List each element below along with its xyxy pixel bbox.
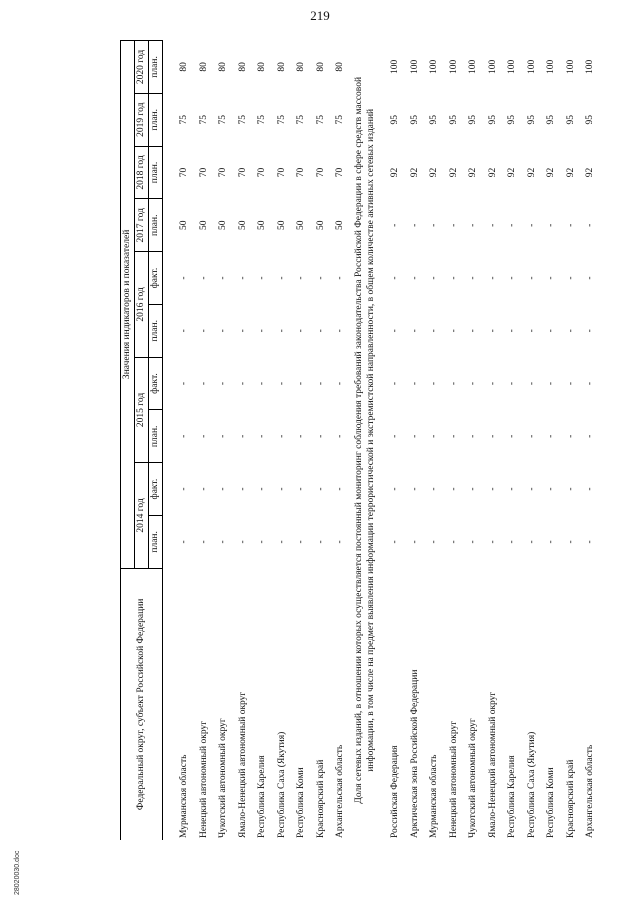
plan-fact-header: факт. <box>148 463 162 516</box>
indicator-value: - <box>390 540 401 544</box>
indicator-value: 50 <box>237 220 248 231</box>
indicator-value: - <box>335 487 346 491</box>
indicator-value: - <box>507 540 518 544</box>
indicator-value: - <box>390 381 401 386</box>
indicator-value: - <box>218 487 229 491</box>
indicator-value: - <box>296 276 307 280</box>
indicator-value: - <box>585 223 596 227</box>
subject-name: Архангельская область <box>335 744 346 838</box>
indicator-value: - <box>276 329 287 333</box>
year-header: 2014 год <box>134 463 148 569</box>
indicator-value: 75 <box>296 114 307 125</box>
indicator-value: 100 <box>390 59 401 75</box>
subject-name: Республика Карелия <box>507 755 518 838</box>
indicator-value: - <box>507 223 518 227</box>
indicator-value: - <box>237 487 248 491</box>
table-row <box>445 41 465 841</box>
table-row <box>386 41 406 841</box>
indicator-value: - <box>390 487 401 491</box>
indicator-value: - <box>296 329 307 333</box>
indicator-value: 70 <box>335 167 346 178</box>
indicator-value: - <box>315 276 326 280</box>
table-header <box>121 41 163 841</box>
indicator-value: - <box>218 540 229 544</box>
indicator-value: 75 <box>179 114 190 125</box>
indicator-value: - <box>526 223 537 227</box>
plan-fact-header: план. <box>148 304 162 357</box>
indicator-value: 80 <box>179 62 190 72</box>
indicator-value: 50 <box>335 220 346 231</box>
indicator-value: - <box>448 487 459 491</box>
table-row <box>175 41 195 841</box>
indicator-value: - <box>315 540 326 544</box>
plan-fact-header: факт. <box>148 357 162 410</box>
indicator-value: - <box>237 540 248 544</box>
subject-name: Ненецкий автономный округ <box>448 720 459 838</box>
subject-name: Мурманская область <box>429 754 440 838</box>
plan-fact-header: план. <box>148 410 162 463</box>
table-row <box>406 41 426 841</box>
indicator-value: 100 <box>585 59 596 75</box>
indicator-value: 70 <box>315 167 326 178</box>
indicator-value: 75 <box>276 114 287 125</box>
indicator-value: - <box>296 381 307 386</box>
indicator-value: - <box>526 276 537 280</box>
table-row <box>253 41 273 841</box>
indicator-value: - <box>448 540 459 544</box>
indicator-value: - <box>390 434 401 438</box>
plan-fact-header: план. <box>148 41 162 94</box>
indicator-value: 80 <box>296 62 307 72</box>
indicator-value: - <box>276 434 287 438</box>
indicators-header: Значения индикаторов и показателей <box>121 41 135 569</box>
indicator-value: - <box>409 223 420 227</box>
indicator-value: - <box>179 276 190 280</box>
indicator-value: - <box>448 223 459 227</box>
table-row <box>523 41 543 841</box>
indicator-value: - <box>335 434 346 438</box>
indicator-value: - <box>487 434 498 438</box>
indicator-value: 95 <box>448 114 459 125</box>
indicator-value: - <box>409 540 420 544</box>
table-row <box>503 41 523 841</box>
indicator-value: - <box>429 540 440 544</box>
spacer-cell <box>162 41 175 841</box>
table-row <box>292 41 312 841</box>
subject-name: Российская Федерация <box>390 745 401 838</box>
subject-name: Архангельская область <box>585 744 596 838</box>
indicator-value: - <box>257 381 268 386</box>
table-row <box>562 41 582 841</box>
indicator-value: 50 <box>296 220 307 231</box>
indicator-value: - <box>546 434 557 438</box>
indicator-value: 100 <box>546 59 557 75</box>
indicator-value: 100 <box>526 59 537 75</box>
year-header: 2016 год <box>134 252 148 358</box>
indicator-value: - <box>585 487 596 491</box>
indicator-value: - <box>585 329 596 333</box>
indicator-value: 95 <box>487 114 498 125</box>
indicator-value: - <box>487 381 498 386</box>
table-row <box>581 41 601 841</box>
indicator-value: - <box>218 434 229 438</box>
subject-column-header: Федеральный округ, субъект Российской Федерации <box>121 568 163 840</box>
indicator-value: 95 <box>565 114 576 125</box>
indicator-value: - <box>296 487 307 491</box>
indicator-value: 70 <box>179 167 190 178</box>
indicator-value: - <box>565 223 576 227</box>
indicator-value: - <box>429 487 440 491</box>
indicator-value: - <box>179 434 190 438</box>
indicator-value: 95 <box>526 114 537 125</box>
indicator-value: - <box>468 434 479 438</box>
indicator-value: - <box>468 381 479 386</box>
year-header: 2017 год <box>134 199 148 252</box>
table-row <box>233 41 253 841</box>
year-header: 2019 год <box>134 93 148 146</box>
indicator-value: - <box>409 276 420 280</box>
indicator-value: - <box>179 381 190 386</box>
subject-name: Мурманская область <box>179 754 190 838</box>
indicator-value: - <box>565 487 576 491</box>
indicator-value: - <box>585 434 596 438</box>
indicator-value: 70 <box>218 167 229 178</box>
indicator-value: - <box>429 276 440 280</box>
indicator-value: - <box>198 540 209 544</box>
plan-fact-header: факт. <box>148 252 162 305</box>
plan-fact-header: план. <box>148 146 162 199</box>
indicator-value: 92 <box>546 167 557 178</box>
indicator-value: - <box>218 381 229 386</box>
subject-name: Республика Саха (Якутия) <box>276 731 287 838</box>
indicator-value: 80 <box>276 62 287 72</box>
indicator-value: 100 <box>507 59 518 75</box>
indicator-value: - <box>546 223 557 227</box>
indicator-value: 75 <box>237 114 248 125</box>
table-row <box>464 41 484 841</box>
indicator-value: - <box>237 381 248 386</box>
section-title-row <box>350 41 386 841</box>
indicator-value: 95 <box>507 114 518 125</box>
indicator-value: 70 <box>237 167 248 178</box>
indicator-value: 95 <box>468 114 479 125</box>
year-header: 2015 год <box>134 357 148 463</box>
subject-name: Арктическая зона Российской Федерации <box>409 669 420 838</box>
indicator-value: - <box>198 276 209 280</box>
indicator-value: - <box>507 487 518 491</box>
table-row <box>272 41 292 841</box>
indicator-value: - <box>179 540 190 544</box>
indicator-value: - <box>237 434 248 438</box>
page-number: 219 <box>310 8 330 23</box>
indicator-value: 95 <box>409 114 420 125</box>
indicator-value: - <box>218 329 229 333</box>
indicator-value: 95 <box>390 114 401 125</box>
indicator-value: - <box>546 487 557 491</box>
indicator-value: - <box>315 487 326 491</box>
indicator-value: 95 <box>585 114 596 125</box>
table-row <box>331 41 351 841</box>
table-body <box>162 41 600 841</box>
indicator-value: - <box>390 276 401 280</box>
plan-fact-header: план. <box>148 515 162 568</box>
indicator-value: 95 <box>546 114 557 125</box>
indicator-value: 80 <box>198 62 209 72</box>
indicator-value: - <box>276 276 287 280</box>
indicator-value: - <box>198 329 209 333</box>
indicators-table <box>120 40 601 840</box>
indicator-value: - <box>198 381 209 386</box>
indicator-value: - <box>565 540 576 544</box>
indicator-value: - <box>257 434 268 438</box>
spacer-row <box>162 41 175 841</box>
indicator-value: - <box>296 540 307 544</box>
indicator-value: - <box>565 329 576 333</box>
indicator-value: 75 <box>218 114 229 125</box>
indicator-value: - <box>487 329 498 333</box>
indicator-value: 50 <box>257 220 268 231</box>
indicator-value: 100 <box>468 59 479 75</box>
indicator-value: 92 <box>565 167 576 178</box>
table-row <box>194 41 214 841</box>
indicator-value: - <box>429 434 440 438</box>
year-header: 2020 год <box>134 41 148 94</box>
indicator-value: 92 <box>468 167 479 178</box>
subject-name: Республика Карелия <box>257 755 268 838</box>
subject-name: Ненецкий автономный округ <box>198 720 209 838</box>
table-row <box>542 41 562 841</box>
plan-fact-header: план. <box>148 93 162 146</box>
indicator-value: 70 <box>257 167 268 178</box>
indicator-value: - <box>487 487 498 491</box>
indicator-value: - <box>526 329 537 333</box>
indicator-value: 70 <box>276 167 287 178</box>
indicator-value: - <box>257 329 268 333</box>
indicator-value: 50 <box>276 220 287 231</box>
indicator-value: - <box>257 540 268 544</box>
indicator-value: - <box>315 329 326 333</box>
indicator-value: - <box>237 329 248 333</box>
indicator-value: - <box>276 487 287 491</box>
plan-fact-header: план. <box>148 199 162 252</box>
indicator-value: - <box>296 434 307 438</box>
indicator-value: - <box>179 329 190 333</box>
indicator-value: - <box>448 381 459 386</box>
indicator-value: - <box>565 381 576 386</box>
indicator-value: - <box>276 540 287 544</box>
subject-name: Ямало-Ненецкий автономный округ <box>237 691 248 838</box>
indicator-value: 92 <box>526 167 537 178</box>
indicator-value: - <box>257 276 268 280</box>
indicator-value: - <box>507 329 518 333</box>
indicator-value: - <box>468 487 479 491</box>
indicator-value: - <box>507 434 518 438</box>
indicator-value: 75 <box>257 114 268 125</box>
indicator-value: - <box>218 276 229 280</box>
subject-name: Республика Коми <box>296 767 307 838</box>
indicator-value: - <box>409 329 420 333</box>
indicator-value: 75 <box>335 114 346 125</box>
table-row <box>425 41 445 841</box>
indicator-value: - <box>198 434 209 438</box>
table-row <box>214 41 234 841</box>
indicator-value: 100 <box>448 59 459 75</box>
indicator-value: 80 <box>218 62 229 72</box>
indicator-value: - <box>565 276 576 280</box>
indicator-value: - <box>237 276 248 280</box>
indicator-value: - <box>409 487 420 491</box>
indicator-value: 50 <box>179 220 190 231</box>
indicator-value: - <box>526 540 537 544</box>
indicator-value: - <box>335 540 346 544</box>
indicator-value: 92 <box>507 167 518 178</box>
table-row <box>484 41 504 841</box>
subject-name: Республика Саха (Якутия) <box>526 731 537 838</box>
indicator-value: 92 <box>429 167 440 178</box>
indicator-value: - <box>546 381 557 386</box>
indicator-value: - <box>468 329 479 333</box>
indicator-value: - <box>335 329 346 333</box>
indicator-value: - <box>448 434 459 438</box>
indicator-value: 80 <box>315 62 326 72</box>
indicator-value: - <box>546 276 557 280</box>
indicator-value: 75 <box>198 114 209 125</box>
indicator-value: - <box>448 276 459 280</box>
subject-name: Красноярский край <box>565 759 576 838</box>
indicator-value: - <box>429 329 440 333</box>
indicator-value: 100 <box>429 59 440 75</box>
indicator-value: 50 <box>218 220 229 231</box>
subject-name: Республика Коми <box>546 767 557 838</box>
indicator-value: - <box>448 329 459 333</box>
indicator-value: - <box>487 540 498 544</box>
indicator-value: - <box>390 223 401 227</box>
indicator-value: 80 <box>237 62 248 72</box>
year-header: 2018 год <box>134 146 148 199</box>
subject-name: Красноярский край <box>315 759 326 838</box>
indicator-value: 92 <box>409 167 420 178</box>
indicator-value: - <box>487 223 498 227</box>
indicator-value: 50 <box>315 220 326 231</box>
indicator-value: 92 <box>585 167 596 178</box>
indicator-value: - <box>585 540 596 544</box>
indicator-value: - <box>468 540 479 544</box>
indicator-value: - <box>409 381 420 386</box>
indicator-value: - <box>315 381 326 386</box>
indicator-value: - <box>585 381 596 386</box>
indicator-value: 50 <box>198 220 209 231</box>
indicator-value: - <box>526 487 537 491</box>
indicator-value: 100 <box>409 59 420 75</box>
indicator-value: 95 <box>429 114 440 125</box>
indicator-value: - <box>390 329 401 333</box>
indicator-value: 100 <box>487 59 498 75</box>
indicator-value: - <box>526 434 537 438</box>
table-row <box>311 41 331 841</box>
indicator-value: - <box>468 276 479 280</box>
indicator-value: 80 <box>257 62 268 72</box>
doc-filename: 28020030.doc <box>14 850 21 895</box>
indicator-value: - <box>507 276 518 280</box>
indicator-value: - <box>546 540 557 544</box>
indicator-value: - <box>526 381 537 386</box>
indicator-value: - <box>276 381 287 386</box>
indicator-value: - <box>507 381 518 386</box>
subject-name: Чукотский автономный округ <box>218 718 229 838</box>
indicator-value: - <box>429 381 440 386</box>
indicator-value: 92 <box>390 167 401 178</box>
indicator-value: 70 <box>198 167 209 178</box>
indicator-value: - <box>429 223 440 227</box>
indicator-value: - <box>487 276 498 280</box>
indicator-value: - <box>585 276 596 280</box>
subject-name: Ямало-Ненецкий автономный округ <box>487 691 498 838</box>
indicators-table-sheet <box>120 40 610 840</box>
indicator-value: 92 <box>448 167 459 178</box>
indicator-value: 100 <box>565 59 576 75</box>
indicator-value: 70 <box>296 167 307 178</box>
subject-name: Чукотский автономный округ <box>468 718 479 838</box>
indicator-value: - <box>468 223 479 227</box>
indicator-value: - <box>315 434 326 438</box>
indicator-value: 92 <box>487 167 498 178</box>
indicator-value: 80 <box>335 62 346 72</box>
indicator-value: - <box>335 381 346 386</box>
indicator-value: - <box>198 487 209 491</box>
indicator-value: - <box>546 329 557 333</box>
indicator-value: - <box>179 487 190 491</box>
indicator-value: - <box>335 276 346 280</box>
indicator-value: - <box>257 487 268 491</box>
section-title: Доля сетевых изданий, в отношении которых осуществляется постоянный мониторинг соблюдения требований законодательства Российской Федерации в сфере средств массовой информации, в том числе на предмет выявления информации террористической и экстремистской направленности, в общем количестве активных сетевых изданий <box>354 76 377 804</box>
indicator-value: - <box>565 434 576 438</box>
indicator-value: 75 <box>315 114 326 125</box>
indicator-value: - <box>409 434 420 438</box>
